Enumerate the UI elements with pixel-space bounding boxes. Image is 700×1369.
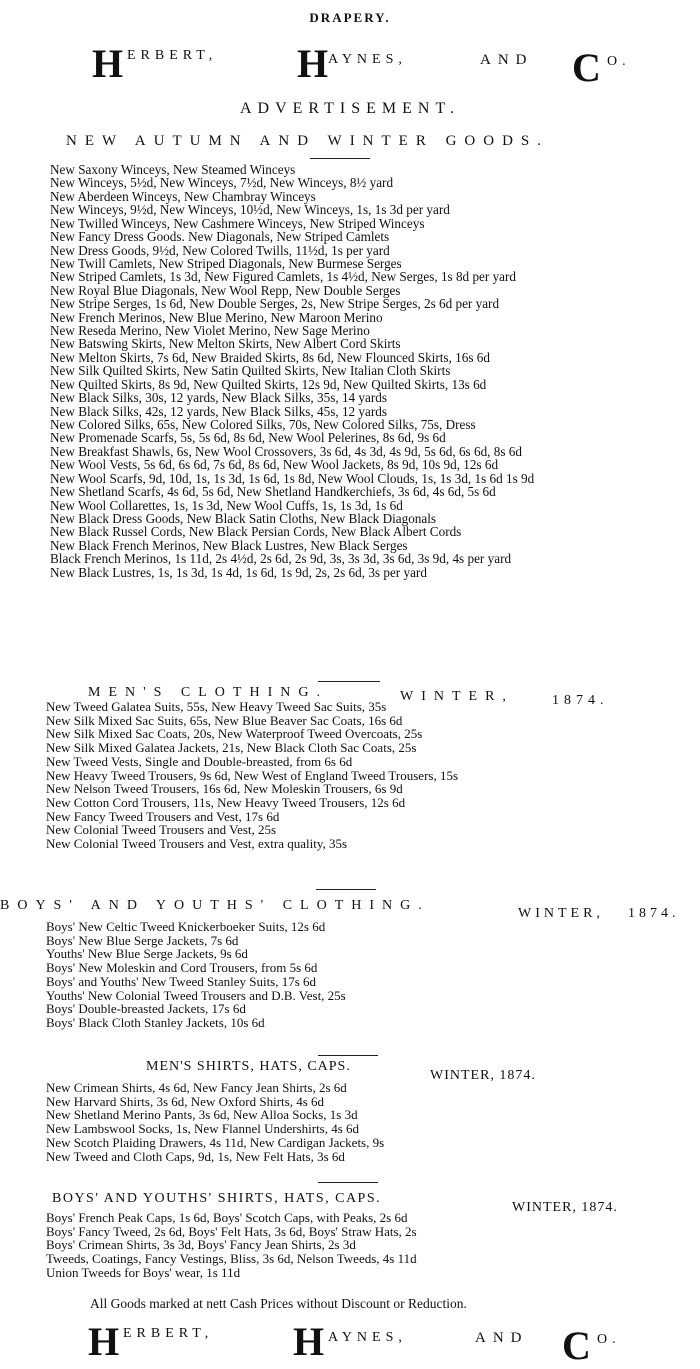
list-item: New Quilted Skirts, 8s 9d, New Quilted Skirts, 12s 9d, New Quilted Skirts, 13s 6d — [50, 376, 487, 392]
list-item: Union Tweeds for Boys' wear, 1s 11d — [46, 1264, 241, 1280]
list-item: New Black Silks, 42s, 12 yards, New Black Silks, 45s, 12 yards — [50, 403, 387, 419]
list-item: New Striped Camlets, 1s 3d, New Figured Camlets, 1s 4½d, New Serges, 1s 8d per yard — [50, 269, 517, 285]
list-item: New Fancy Dress Goods. New Diagonals, New Striped Camlets — [50, 229, 390, 245]
list-item: New Reseda Merino, New Violet Merino, New Sage Merino — [50, 323, 370, 339]
list-item: Boys' New Blue Serge Jackets, 7s 6d — [46, 932, 239, 948]
list-item: New Black Dress Goods, New Black Satin Cloths, New Black Diagonals — [50, 510, 437, 526]
list-item: New Breakfast Shawls, 6s, New Wool Crossovers, 3s 6d, 4s 3d, 4s 9d, 5s 6d, 6s 6d, 8s 6d — [50, 443, 522, 459]
firm-word-o: O. — [597, 1332, 621, 1347]
list-item: New Aberdeen Winceys, New Chambray Winceys — [50, 188, 316, 204]
list-item: New Wool Collarettes, 1s, 1s 3d, New Wool Cuffs, 1s, 1s 3d, 1s 6d — [50, 497, 403, 513]
boys-clothing-list — [46, 920, 346, 1030]
section-divider — [318, 1182, 378, 1183]
list-item: New Black Russel Cords, New Black Persian Cords, New Black Albert Cords — [50, 524, 462, 540]
firm-initial-h2: H — [293, 1319, 325, 1364]
list-item: New Black French Merinos, New Black Lustres, New Black Serges — [50, 537, 408, 553]
list-item: Boys' New Moleskin and Cord Trousers, from 5s 6d — [46, 960, 318, 976]
list-item: Boys' Fancy Tweed, 2s 6d, Boys' Felt Hats, 3s 6d, Boys' Straw Hats, 2s — [46, 1223, 417, 1239]
mens-shirts-season: WINTER, 1874. — [430, 1068, 536, 1083]
list-item: New Silk Mixed Sac Coats, 20s, New Waterproof Tweed Overcoats, 25s — [46, 726, 423, 742]
firm-name-header — [0, 41, 700, 90]
list-item: Tweeds, Coatings, Fancy Vestings, Bliss, 3s 6d, Nelson Tweeds, 4s 11d — [46, 1251, 417, 1267]
list-item: New Silk Quilted Skirts, New Satin Quilted Skirts, New Italian Cloth Skirts — [50, 363, 451, 379]
firm-initial-c: C — [562, 1323, 591, 1368]
new-autumn-heading: NEW AUTUMN AND WINTER GOODS. — [66, 133, 550, 149]
list-item: New Lambswool Socks, 1s, New Flannel Undershirts, 4s 6d — [46, 1121, 360, 1137]
list-item: New Wool Vests, 5s 6d, 6s 6d, 7s 6d, 8s 6d, New Wool Jackets, 8s 9d, 10s 9d, 12s 6d — [50, 457, 499, 473]
list-item: New Nelson Tweed Trousers, 16s 6d, New Moleskin Trousers, 6s 9d — [46, 781, 403, 797]
list-item: New Harvard Shirts, 3s 6d, New Oxford Shirts, 4s 6d — [46, 1093, 325, 1109]
firm-initial-h: H — [92, 41, 124, 86]
list-item: New Colored Silks, 65s, New Colored Silks, 70s, New Colored Silks, 75s, Dress — [50, 417, 476, 433]
mens-shirts-list — [46, 1081, 384, 1163]
mens-shirts-heading: MEN'S SHIRTS, HATS, CAPS. — [146, 1059, 351, 1074]
section-label: DRAPERY. — [309, 10, 391, 25]
list-item: Youths' New Blue Serge Jackets, 9s 6d — [46, 946, 248, 962]
footer-note: All Goods marked at nett Cash Prices without Discount or Reduction. — [90, 1296, 467, 1311]
firm-word-herbert: ERBERT, — [123, 1326, 214, 1341]
list-item: New Scotch Plaiding Drawers, 4s 11d, New Cardigan Jackets, 9s — [46, 1134, 385, 1150]
list-item: New Royal Blue Diagonals, New Wool Repp, New Double Serges — [50, 282, 401, 298]
mens-clothing-heading: MEN'S CLOTHING. — [88, 685, 328, 700]
list-item: New Colonial Tweed Trousers and Vest, extra quality, 35s — [46, 836, 348, 852]
firm-initial-h2: H — [297, 41, 329, 86]
list-item: Youths' New Colonial Tweed Trousers and D.B. Vest, 25s — [46, 987, 346, 1003]
boys-clothing-year: 1874. — [628, 906, 680, 921]
boys-shirts-list — [46, 1211, 417, 1280]
firm-word-o: O. — [607, 54, 631, 69]
boys-clothing-heading: BOYS' AND YOUTHS' CLOTHING. — [0, 898, 430, 913]
list-item: New Twill Camlets, New Striped Diagonals, New Burmese Serges — [50, 255, 402, 271]
firm-word-herbert: ERBERT, — [127, 48, 218, 63]
firm-word-and: AND — [475, 1330, 529, 1346]
firm-word-haynes: AYNES, — [328, 1330, 407, 1345]
new-autumn-list — [50, 163, 534, 579]
list-item: New Heavy Tweed Trousers, 9s 6d, New West of England Tweed Trousers, 15s — [46, 767, 459, 783]
list-item: New Cotton Cord Trousers, 11s, New Heavy Tweed Trousers, 12s 6d — [46, 794, 406, 810]
list-item: New Crimean Shirts, 4s 6d, New Fancy Jean Shirts, 2s 6d — [46, 1080, 347, 1095]
list-item: New Batswing Skirts, New Melton Skirts, New Albert Cord Skirts — [50, 336, 401, 352]
list-item: Black French Merinos, 1s 11d, 2s 4½d, 2s 6d, 2s 9d, 3s, 3s 3d, 3s 6d, 3s 9d, 4s per yard — [50, 551, 512, 567]
mens-clothing-year: 1874. — [552, 693, 609, 708]
list-item: New Melton Skirts, 7s 6d, New Braided Skirts, 8s 6d, New Flounced Skirts, 16s 6d — [50, 349, 490, 365]
list-item: New Wool Scarfs, 9d, 10d, 1s, 1s 3d, 1s 6d, 1s 8d, New Wool Clouds, 1s, 1s 3d, 1s 6d 1s 9d — [50, 470, 535, 486]
section-divider — [318, 1055, 378, 1056]
list-item: New Tweed Galatea Suits, 55s, New Heavy Tweed Sac Suits, 35s — [46, 699, 387, 714]
list-item: Boys' Crimean Shirts, 3s 3d, Boys' Fancy Jean Shirts, 2s 3d — [46, 1237, 356, 1253]
boys-shirts-season: WINTER, 1874. — [512, 1200, 618, 1215]
list-item: New Dress Goods, 9½d, New Colored Twills, 11½d, 1s per yard — [50, 242, 390, 258]
list-item: Boys' Black Cloth Stanley Jackets, 10s 6d — [46, 1014, 265, 1030]
list-item: New Shetland Scarfs, 4s 6d, 5s 6d, New Shetland Handkerchiefs, 3s 6d, 4s 6d, 5s 6d — [50, 484, 496, 500]
firm-word-and: AND — [480, 52, 534, 68]
heading-rule — [310, 158, 370, 159]
firm-name-footer — [0, 1319, 700, 1368]
list-item: New Shetland Merino Pants, 3s 6d, New Alloa Socks, 1s 3d — [46, 1107, 358, 1123]
list-item: Boys' and Youths' New Tweed Stanley Suits, 17s 6d — [46, 973, 317, 989]
mens-clothing-season: WINTER, — [400, 689, 514, 704]
firm-word-haynes: AYNES, — [328, 52, 407, 67]
list-item: New Tweed Vests, Single and Double-breasted, from 6s 6d — [46, 753, 353, 769]
list-item: New Silk Mixed Galatea Jackets, 21s, New Black Cloth Sac Coats, 25s — [46, 740, 417, 756]
mens-clothing-list — [46, 700, 458, 851]
list-item: New Saxony Winceys, New Steamed Winceys — [50, 162, 296, 177]
list-item: New Tweed and Cloth Caps, 9d, 1s, New Felt Hats, 3s 6d — [46, 1148, 345, 1164]
list-item: New Black Silks, 30s, 12 yards, New Black Silks, 35s, 14 yards — [50, 390, 387, 406]
list-item: New Twilled Winceys, New Cashmere Winceys, New Striped Winceys — [50, 215, 425, 231]
advertisement-heading: ADVERTISEMENT. — [239, 100, 461, 117]
list-item: Boys' New Celtic Tweed Knickerboeker Suits, 12s 6d — [46, 919, 326, 934]
list-item: New Colonial Tweed Trousers and Vest, 25s — [46, 822, 277, 838]
list-item: New Promenade Scarfs, 5s, 5s 6d, 8s 6d, New Wool Pelerines, 8s 6d, 9s 6d — [50, 430, 446, 446]
list-item: Boys' French Peak Caps, 1s 6d, Boys' Scotch Caps, with Peaks, 2s 6d — [46, 1210, 408, 1225]
list-item: New Winceys, 9½d, New Winceys, 10½d, New Winceys, 1s, 1s 3d per yard — [50, 202, 450, 218]
section-divider — [316, 889, 376, 890]
list-item: Boys' Double-breasted Jackets, 17s 6d — [46, 1001, 246, 1017]
list-item: New Black Lustres, 1s, 1s 3d, 1s 4d, 1s 6d, 1s 9d, 2s, 2s 6d, 3s per yard — [50, 564, 427, 580]
boys-clothing-season: WINTER, — [518, 906, 604, 921]
list-item: New French Merinos, New Blue Merino, New Maroon Merino — [50, 309, 383, 325]
list-item: New Stripe Serges, 1s 6d, New Double Serges, 2s, New Stripe Serges, 2s 6d per yard — [50, 296, 500, 312]
firm-initial-h: H — [88, 1319, 120, 1364]
list-item: New Silk Mixed Sac Suits, 65s, New Blue Beaver Sac Coats, 16s 6d — [46, 712, 403, 728]
firm-initial-c: C — [572, 45, 601, 90]
boys-shirts-heading: BOYS' AND YOUTHS' SHIRTS, HATS, CAPS. — [52, 1191, 382, 1206]
section-divider — [318, 681, 380, 682]
list-item: New Winceys, 5½d, New Winceys, 7½d, New Winceys, 8½ yard — [50, 175, 394, 191]
list-item: New Fancy Tweed Trousers and Vest, 17s 6d — [46, 808, 280, 824]
